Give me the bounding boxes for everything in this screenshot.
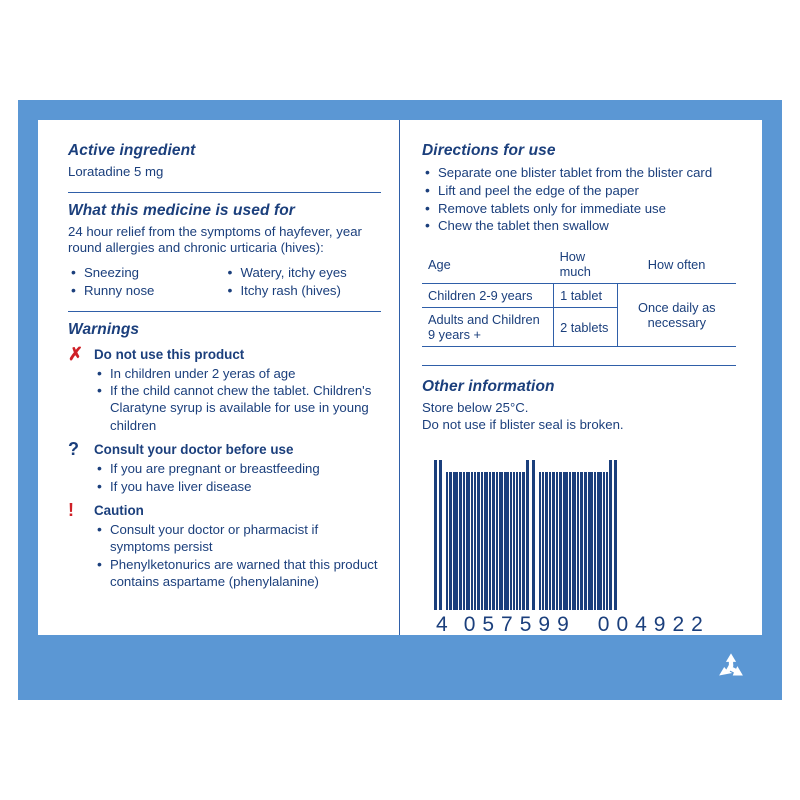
- table-header-row: [422, 247, 736, 284]
- seal-line: Do not use if blister seal is broken.: [422, 416, 624, 432]
- warning-block-consult-doctor: [68, 439, 381, 495]
- right-column: [400, 120, 762, 635]
- barcode-lead-digit: 4: [436, 612, 450, 636]
- left-column: [38, 120, 400, 635]
- list-item: • Lift and peel the edge of the paper: [422, 182, 736, 200]
- table-row: [422, 284, 736, 308]
- warnings-heading: Warnings: [68, 320, 140, 338]
- list-item: • Runny nose: [68, 282, 225, 300]
- carton-panel: [18, 100, 782, 700]
- cell-how-much: 2 tablets: [554, 308, 618, 347]
- list-item: • Itchy rash (hives): [225, 282, 382, 300]
- list-item: • Phenylketonurics are warned that this product contains aspartame (phenylalanine): [94, 556, 381, 591]
- symptom-list-right: [225, 264, 382, 300]
- list-item: • Sneezing: [68, 264, 225, 282]
- list-item: • Watery, itchy eyes: [225, 264, 382, 282]
- warning-block-do-not-use: [68, 343, 381, 435]
- warning-title: Caution: [94, 503, 144, 519]
- barcode-bars: [434, 460, 736, 610]
- barcode-group-one: 057599: [463, 612, 576, 636]
- column-header-age: Age: [422, 247, 554, 284]
- barcode-digits: [434, 613, 736, 637]
- divider: [68, 192, 381, 193]
- question-mark-icon: ?: [68, 439, 79, 460]
- directions-heading: Directions for use: [422, 142, 556, 159]
- recycle-icon: [714, 650, 748, 684]
- list-item: • Consult your doctor or pharmacist if symptoms persist: [94, 521, 381, 556]
- cell-how-much: 1 tablet: [554, 284, 618, 308]
- storage-line: Store below 25°C.: [422, 400, 529, 416]
- list-item: • If you have liver disease: [94, 478, 381, 495]
- active-ingredient-heading: Active ingredient: [68, 142, 196, 159]
- dosage-table: [422, 247, 736, 347]
- list-item: • If the child cannot chew the tablet. Children's Claratyne syrup is available for use in young children: [94, 382, 381, 434]
- list-item: • Separate one blister tablet from the blister card: [422, 164, 736, 182]
- barcode-group-two: 004922: [597, 612, 710, 636]
- cell-age: Adults and Children 9 years +: [422, 308, 554, 347]
- list-item: • Chew the tablet then swallow: [422, 217, 736, 235]
- cell-age: Children 2-9 years: [422, 284, 554, 308]
- other-information-heading: Other information: [422, 378, 555, 396]
- exclamation-mark-icon: !: [68, 500, 74, 521]
- column-header-how-much: How much: [554, 247, 618, 284]
- list-item: • If you are pregnant or breastfeeding: [94, 460, 381, 477]
- warning-title: Do not use this product: [94, 346, 245, 362]
- uses-heading: What this medicine is used for: [68, 201, 295, 219]
- uses-text: 24 hour relief from the symptoms of hayfever, year round allergies and chronic urticaria (hives):: [68, 223, 362, 256]
- warning-items: [94, 521, 381, 591]
- other-information-section: [422, 365, 736, 433]
- symptom-list-left: [68, 264, 225, 300]
- list-item: • Remove tablets only for immediate use: [422, 200, 736, 218]
- warning-items: [94, 460, 381, 495]
- warning-items: [94, 365, 381, 435]
- barcode: [422, 460, 736, 637]
- divider: [68, 311, 381, 312]
- warning-block-caution: [68, 500, 381, 591]
- symptom-lists: [68, 261, 381, 300]
- directions-list: [422, 164, 736, 235]
- column-header-how-often: How often: [617, 247, 736, 284]
- printed-area: [38, 120, 762, 635]
- x-mark-icon: ✗: [68, 343, 84, 364]
- cell-how-often: Once daily as necessary: [617, 284, 736, 347]
- warning-title: Consult your doctor before use: [94, 442, 294, 458]
- active-ingredient-text: Loratadine 5 mg: [68, 164, 164, 179]
- list-item: • In children under 2 yeras of age: [94, 365, 381, 382]
